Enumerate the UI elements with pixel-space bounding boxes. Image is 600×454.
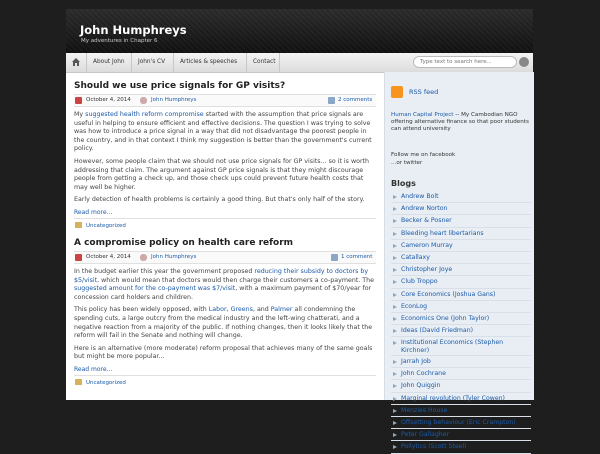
nav-divider (246, 53, 247, 72)
home-icon (72, 58, 80, 66)
post (74, 81, 376, 231)
hcp-link[interactable]: Human Capital Project (391, 112, 454, 118)
folder-icon (75, 222, 82, 228)
page (66, 9, 533, 451)
post-title[interactable]: A compromise policy on health care reform (74, 237, 294, 248)
nav-bar (66, 53, 533, 73)
blog-link[interactable]: Ideas (David Friedman) (391, 325, 531, 337)
blog-link[interactable]: Pollytics (Scott Steel) (391, 441, 531, 453)
inline-link[interactable]: Greens (230, 306, 253, 314)
folder-icon (75, 379, 82, 385)
inline-link[interactable]: suggested health reform compromise (85, 111, 204, 118)
post-comments[interactable]: 2 comments (338, 97, 373, 103)
post-meta (74, 251, 376, 264)
post-category (74, 375, 376, 388)
blog-link[interactable]: Bleeding heart libertarians (391, 228, 531, 240)
blog-link[interactable]: Peter Gallagher (391, 429, 531, 441)
comment-icon (331, 254, 338, 261)
blog-link[interactable]: Institutional Economics (Stephen Kirchner) (391, 337, 531, 356)
hcp-text: Human Capital Project -- My Cambodian NGO offering alternative finance so that poor students can attend university (391, 112, 529, 133)
comment-icon (328, 97, 335, 104)
nav-divider (173, 53, 174, 72)
nav-articles-speeches[interactable]: Articles & speeches (180, 59, 238, 65)
sidebar (384, 72, 534, 451)
read-more-link[interactable]: Read more... (74, 365, 113, 373)
nav-johns-cv[interactable]: John's CV (138, 59, 166, 65)
blog-link[interactable]: Club Troppo (391, 276, 531, 288)
blog-link[interactable]: Economics One (John Taylor) (391, 313, 531, 325)
inline-link[interactable]: Labor (208, 306, 227, 314)
calendar-icon (75, 254, 82, 261)
blog-link[interactable]: Becker & Posner (391, 215, 531, 227)
post-paragraph: In the budget earlier this year the government proposed reducing their subsidy to doctors by $5/visit, which would mean that doctors would then charge their customers a co-payment. The suggested amount for the co-payment was $7/visit, with a maximum payment of $70/year for concession card holders and children. (74, 267, 375, 301)
blog-link[interactable]: Menzies House (391, 405, 531, 417)
nav-divider (279, 53, 280, 72)
blog-link[interactable]: EconLog (391, 301, 531, 313)
rss-icon (391, 86, 403, 98)
category-link[interactable]: Uncategorized (86, 222, 126, 229)
blogs-heading: Blogs (391, 179, 416, 188)
nav-contact[interactable]: Contact (253, 59, 276, 65)
post-paragraph: However, some people claim that we should not use price signals for GP visits... so it is worth addressing that claim. The argument against GP price signals is that they might discourage people from getting a check up, and those check ups could prevent future health costs that may well be higher. (74, 157, 370, 191)
nav-divider (131, 53, 132, 72)
search-button[interactable] (519, 57, 529, 67)
main-content (74, 81, 376, 388)
post-paragraph: This policy has been widely opposed, with Labor, Greens, and Palmer all condemning the spending cuts, a large outcry from the medical industry and the left-wing chatterati, and a negative reaction from a majority of the public. If nothing changes, then it looks likely that the reform will fail in the Senate and nothing will change. (74, 306, 373, 340)
blog-link[interactable]: Core Economics (Joshua Gans) (391, 289, 531, 301)
post-date: October 4, 2014 (86, 253, 131, 260)
blog-link[interactable]: Marginal revolution (Tyler Cowen) (391, 393, 531, 405)
read-more-link[interactable]: Read more... (74, 208, 113, 216)
post-paragraph: Here is an alternative (more moderate) reform proposal that achieves many of the same goals but might be more popular... (74, 344, 373, 361)
rss-link[interactable]: RSS feed (409, 88, 439, 96)
author-icon (140, 254, 147, 261)
category-link[interactable]: Uncategorized (86, 379, 126, 386)
blog-link[interactable]: Andrew Bolt (391, 191, 531, 203)
blog-link[interactable]: John Cochrane (391, 368, 531, 380)
blog-link[interactable]: John Quiggin (391, 380, 531, 392)
search-input[interactable] (413, 56, 517, 68)
blog-link[interactable]: Cameron Murray (391, 240, 531, 252)
inline-link[interactable]: suggested amount for the co-payment was $7/visit (74, 285, 236, 293)
calendar-icon (75, 97, 82, 104)
facebook-link[interactable]: Follow me on facebook (391, 152, 456, 158)
post (74, 238, 376, 388)
site-title[interactable]: John Humphreys (80, 23, 187, 37)
post-meta (74, 94, 376, 107)
inline-link[interactable]: reducing their subsidy to doctors by $5/visit (74, 267, 369, 284)
nav-about-john[interactable]: About John (93, 59, 125, 65)
post-paragraph: Early detection of health problems is certainly a good thing. But that's only half of the story. (74, 196, 365, 204)
author-icon (140, 97, 147, 104)
post-author[interactable]: John Humphreys (151, 253, 197, 260)
post-paragraph: My suggested health reform compromise started with the assumption that price signals are useful in helping to ensure efficient and effective decisions. The question I was trying to solve was how to introduce a price signal in a way that did not disadvantage the poorest people in the country, and in that context I think my suggestion is better than the government's current policy. (74, 111, 372, 153)
blog-link[interactable]: Christopher Joye (391, 264, 531, 276)
post-title[interactable]: Should we use price signals for GP visits? (74, 81, 286, 91)
blog-link[interactable]: Andrew Norton (391, 203, 531, 215)
blog-link[interactable]: Offsetting behaviour (Eric Crampton) (391, 417, 531, 429)
blog-link[interactable]: Jarrah Job (391, 356, 531, 368)
post-date: October 4, 2014 (86, 97, 131, 103)
twitter-link[interactable]: ...or twitter (391, 160, 423, 166)
blog-link[interactable]: Catallaxy (391, 252, 531, 264)
blog-list (391, 191, 531, 454)
post-author[interactable]: John Humphreys (151, 97, 197, 103)
home-button[interactable] (66, 53, 87, 72)
site-header (66, 9, 533, 53)
site-description: My adventures in Chapter 6 (81, 38, 158, 44)
inline-link[interactable]: Palmer (270, 306, 293, 314)
post-category (74, 218, 376, 231)
post-comments[interactable]: 1 comment (341, 253, 373, 260)
